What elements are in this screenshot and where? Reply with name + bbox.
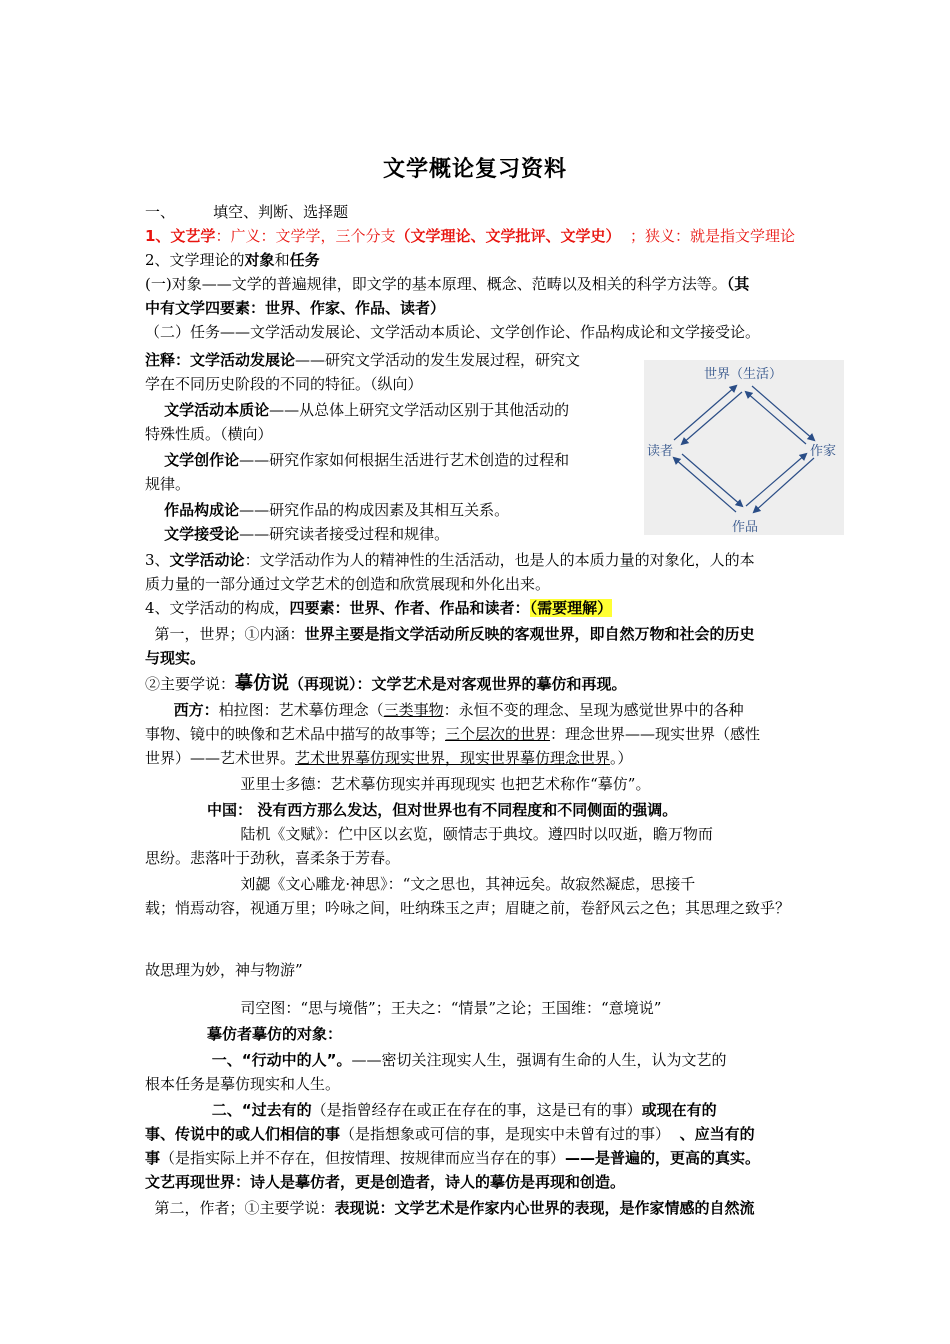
text-line [145,522,449,546]
text-segment [145,1025,207,1043]
text-line [145,698,744,722]
diagram-label-work: 作品 [732,520,759,535]
text-segment: 、应当有的 [679,1125,755,1143]
text-segment: 根本任务是摹仿现实和人生。 [145,1075,341,1093]
text-line [145,1122,755,1146]
text-line [145,822,713,846]
text-segment: 作品构成论 [164,501,240,519]
text-segment: 4、文学活动的构成， [145,599,290,617]
text-segment: 刘勰《文心雕龙·神思》：“文之思也，其神远矣。故寂然凝虑，思接千 [145,875,696,893]
diagram-label-world: 世界（生活） [704,367,783,382]
text-segment: ：理念世界——现实世界（感性 [550,725,761,743]
text-line [145,1196,755,1220]
arrow-writer-to-world [746,392,806,444]
text-line [145,398,569,422]
text-segment: 质力量的一部分通过文学艺术的创造和欣赏展现和外化出来。 [145,575,551,593]
text-segment: ——研究文学活动的发生发展过程，研究文 [295,351,581,369]
text-segment: （是指想象或可信的事，是现实中未曾有过的事） [340,1125,680,1143]
text-line [145,996,661,1020]
text-segment: （二）任务——文学活动发展论、文学活动本质论、文学创作论、作品构成论和文学接受论。 [145,323,761,341]
text-line [145,348,580,372]
text-segment: ——研究作品的构成因素及其相互关系。 [239,501,510,519]
text-segment [145,1051,212,1069]
text-segment: 第二，作者；①主要学说： [145,1199,335,1217]
text-segment: （文学理论、文学批评、文学史） [395,227,621,245]
text-line [145,224,795,248]
text-segment: 文学接受论 [164,525,240,543]
text-line [145,646,205,670]
text-segment: 陆机《文赋》：伫中区以玄览，颐情志于典坟。遵四时以叹逝，瞻万物而 [145,825,713,843]
text-segment: （其 [726,275,750,293]
text-segment: ——研究读者接受过程和规律。 [239,525,450,543]
text-segment: 。） [610,749,633,767]
text-segment: 规律。 [145,475,191,493]
text-line [145,896,790,920]
text-segment: 四要素：世界、作者、作品和读者： [289,599,530,617]
arrow-work-to-reader [674,458,736,512]
text-segment: ：永恒不变的理念、呈现为感觉世界中的各种 [443,701,744,719]
text-segment: 文学创作论 [164,451,240,469]
text-segment [145,801,207,819]
text-segment: 摹仿者摹仿的对象： [207,1025,343,1043]
text-segment: 第一，世界；①内涵： [145,625,305,643]
text-segment: ；狭义：就是指文学理论 [620,227,796,245]
text-segment: 事物、镜中的映像和艺术品中描写的故事等； [145,725,446,743]
arrow-writer-to-work [754,458,814,512]
text-segment: 中国： 没有西方那么发达，但对世界也有不同程度和不同侧面的强调。 [207,801,678,819]
text-line [145,296,445,320]
text-segment: 三类事物 [383,701,444,719]
text-segment: ——从总体上研究文学活动区别于其他活动的 [269,401,570,419]
text-segment: ：广义：文学学，三个分支 [215,227,396,245]
text-segment: 亚里士多德：艺术摹仿现实并再现现实 也把艺术称作“摹仿”。 [145,775,651,793]
text-segment: 事 [145,1149,161,1167]
text-segment: 事、传说中的或人们相信的事 [145,1125,341,1143]
text-line [145,572,550,596]
text-line [145,1072,340,1096]
text-segment: （需要理解） [529,599,613,617]
text-segment: 对象 [244,251,275,269]
text-line [145,958,303,982]
arrow-world-to-writer [752,386,814,440]
text-segment: 故思理为妙，神与物游” [145,961,303,979]
text-line [145,272,749,296]
text-segment: ——密切关注现实人生，强调有生命的人生，认为文艺的 [351,1051,727,1069]
diagram-label-writer: 作家 [810,444,837,459]
text-segment: （是指曾经存在或正在存在的事，这是已有的事） [311,1101,642,1119]
text-segment: (一)对象——文学的普遍规律，即文学的基本原理、概念、范畴以及相关的科学方法等。 [145,275,727,293]
text-line [145,498,509,522]
text-line [145,1170,625,1194]
text-segment: ②主要学说： [145,675,236,693]
text-segment: 文学活动论 [169,551,245,569]
text-line [145,1048,727,1072]
text-line [145,872,695,896]
text-line [145,596,612,620]
text-segment: 与现实。 [145,649,206,667]
text-segment: 一、“行动中的人”。 [211,1051,352,1069]
page-title: 文学概论复习资料 [382,157,567,182]
text-segment: ——是普遍的，更高的真实。 [565,1149,761,1167]
text-line [145,1022,342,1046]
text-segment: 世界主要是指文学活动所反映的客观世界，即自然万物和社会的历史 [304,625,755,643]
text-line [145,1098,717,1122]
text-segment: 载；悄焉动容，视通万里；吟咏之间，吐纳珠玉之声；眉睫之前，卷舒风云之色；其思理之致乎？ [145,899,791,917]
text-line [145,1146,760,1170]
text-segment: 1、文艺学 [145,227,216,245]
text-segment: 表现说：文学艺术是作家内心世界的表现，是作家情感的自然流 [334,1199,755,1217]
text-segment [145,451,164,469]
text-segment: 注释：文学活动发展论 [145,351,296,369]
arrow-work-to-writer [746,454,806,506]
text-segment: ——研究作家如何根据生活进行艺术创造的过程和 [239,451,570,469]
text-segment: 任务 [289,251,320,269]
text-segment: 中有文学四要素：世界、作家、作品、读者） [145,299,446,317]
arrow-reader-to-world [674,386,736,440]
text-segment: （再现说）：文学艺术是对客观世界的摹仿和再现。 [289,675,627,693]
text-segment: 2、文学理论的 [145,251,245,269]
text-line [145,846,400,870]
text-line [145,472,190,496]
arrow-reader-to-work [682,454,742,506]
text-segment: 文学活动本质论 [164,401,270,419]
text-segment [145,701,174,719]
text-segment [145,525,164,543]
text-line [145,548,755,572]
text-segment [145,501,164,519]
text-line [145,622,755,646]
text-segment [145,1101,212,1119]
text-line [145,320,760,344]
text-segment: 三个层次的世界 [445,725,551,743]
text-segment: （是指实际上并不存在，但按情理、按规律而应当存在的事） [160,1149,566,1167]
text-segment: 3、 [145,551,170,569]
text-segment: 特殊性质。（横向） [145,425,273,443]
text-line [145,798,677,822]
text-segment: 世界）——艺术世界。 [145,749,296,767]
text-segment: 一、 填空、判断、选择题 [145,203,349,221]
text-line [145,372,423,396]
text-segment: 学在不同历史阶段的不同的特征。（纵向） [145,375,423,393]
text-segment: 和 [274,251,290,269]
text-line [145,448,569,472]
text-segment: 思纷。悲落叶于劲秋，喜柔条于芳春。 [145,849,401,867]
text-segment: 或现在有的 [641,1101,717,1119]
arrow-world-to-reader [682,392,742,444]
text-line [145,672,627,696]
text-segment: 文艺再现世界：诗人是摹仿者，更是创造者，诗人的摹仿是再现和创造。 [145,1173,626,1191]
text-segment: 司空图：“思与境偕”；王夫之：“情景”之论；王国维：“意境说” [145,999,662,1017]
text-segment: 二、“过去有的 [211,1101,312,1119]
text-line [145,248,320,272]
four-elements-diagram [644,360,844,535]
text-line [145,772,650,796]
text-segment: 柏拉图：艺术摹仿理念（ [218,701,384,719]
text-line [145,200,348,224]
text-segment [145,401,164,419]
text-line [145,422,273,446]
text-segment: 艺术世界摹仿现实世界，现实世界摹仿理念世界 [295,749,611,767]
text-segment: 西方： [173,701,219,719]
text-segment: ：文学活动作为人的精神性的生活活动，也是人的本质力量的对象化，人的本 [244,551,755,569]
text-segment: 摹仿说 [235,673,290,694]
text-line [145,722,760,746]
text-line [145,746,633,770]
diagram-label-reader: 读者 [647,444,674,459]
